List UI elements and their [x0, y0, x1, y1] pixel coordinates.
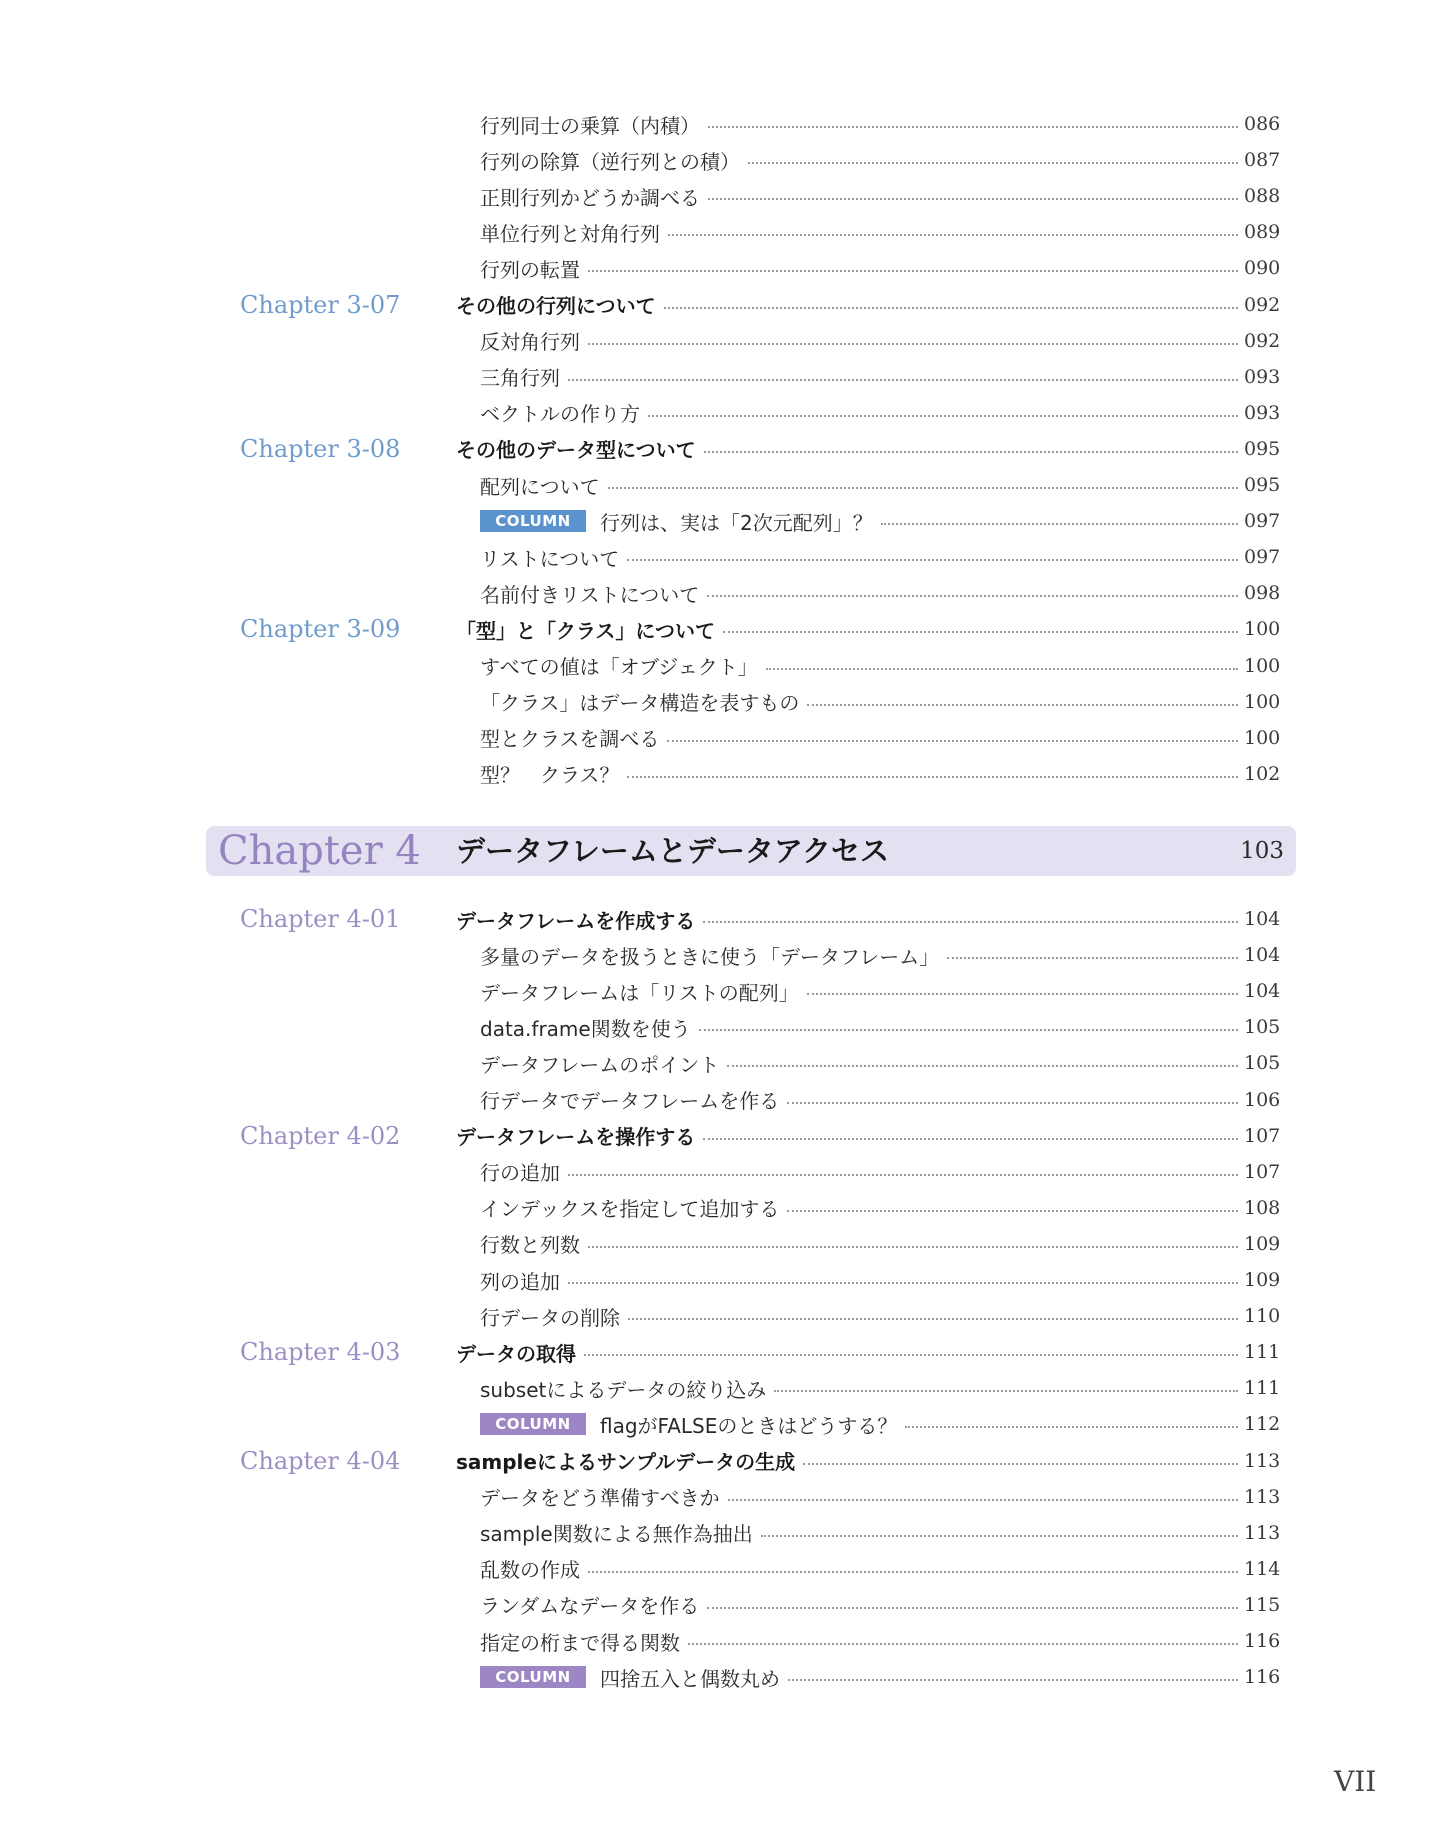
dot-leader [788, 1679, 1238, 1681]
entry-title: 正則行列かどうか調べる [480, 185, 700, 210]
subsection-entry[interactable] [480, 178, 1281, 214]
page-number: 116 [1244, 1666, 1281, 1689]
subsection-entry[interactable] [480, 575, 1281, 611]
page-number: 100 [1244, 726, 1281, 749]
toc-row[interactable] [0, 214, 1433, 250]
section-heading-entry[interactable] [456, 1334, 1281, 1370]
page-number: 107 [1244, 1160, 1281, 1183]
page-number: 088 [1244, 185, 1281, 208]
entry-title: 反対角行列 [480, 330, 580, 355]
entry-title: 「型」と「クラス」について [456, 618, 715, 643]
entry-title: データをどう準備すべきか [480, 1486, 720, 1511]
dot-leader [667, 740, 1238, 742]
toc-row[interactable] [0, 1659, 1433, 1695]
section-heading-entry[interactable] [456, 1443, 1281, 1479]
toc-row[interactable] [0, 720, 1433, 756]
entry-title: 四捨五入と偶数丸め [600, 1666, 780, 1691]
dot-leader [648, 415, 1238, 417]
dot-leader [699, 1029, 1238, 1031]
toc-row[interactable] [0, 1226, 1433, 1262]
subsection-entry[interactable] [480, 973, 1281, 1009]
subsection-entry[interactable] [480, 539, 1281, 575]
toc-row[interactable] [0, 1334, 1433, 1370]
page-number: 087 [1244, 149, 1281, 172]
entry-title: data.frame関数を使う [480, 1016, 691, 1041]
dot-leader [787, 1210, 1238, 1212]
toc-row[interactable] [0, 431, 1433, 467]
page-number: 104 [1244, 980, 1281, 1003]
dot-leader [881, 523, 1238, 525]
entry-title: 行列の転置 [480, 257, 580, 282]
dot-leader [774, 1390, 1238, 1392]
dot-leader [707, 595, 1238, 597]
page-number: 097 [1244, 510, 1281, 533]
dot-leader [568, 1174, 1238, 1176]
dot-leader [703, 921, 1238, 923]
page-number: 107 [1244, 1124, 1281, 1147]
dot-leader [704, 451, 1238, 453]
toc-row[interactable] [0, 611, 1433, 647]
toc-row[interactable] [0, 142, 1433, 178]
entry-title: 配列について [480, 474, 600, 499]
page-number: 108 [1244, 1196, 1281, 1219]
page-number: 105 [1244, 1016, 1281, 1039]
page-number: 086 [1244, 113, 1281, 135]
chapter-page-number: 103 [1240, 838, 1284, 864]
page-number: 090 [1244, 257, 1281, 280]
dot-leader [568, 1282, 1238, 1284]
dot-leader [723, 631, 1238, 633]
subsection-entry[interactable] [480, 1226, 1281, 1262]
toc-row[interactable] [0, 1190, 1433, 1226]
page-number: 093 [1244, 401, 1281, 424]
entry-title: データフレームを操作する [456, 1125, 696, 1150]
subsection-entry[interactable] [480, 1623, 1281, 1659]
subsection-entry[interactable] [480, 1190, 1281, 1226]
page-number: 113 [1244, 1485, 1281, 1508]
subsection-entry[interactable] [480, 1045, 1281, 1081]
entry-title: データフレームは「リストの配列」 [480, 980, 799, 1005]
subsection-entry[interactable] [480, 937, 1281, 973]
subsection-entry[interactable] [480, 323, 1281, 359]
page-number: 105 [1244, 1052, 1281, 1075]
dot-leader [627, 776, 1238, 778]
dot-leader [627, 559, 1238, 561]
entry-title: flagがFALSEのときはどうする？ [600, 1413, 898, 1438]
toc-row[interactable] [0, 901, 1433, 937]
subsection-entry[interactable] [480, 395, 1281, 431]
toc-row[interactable] [0, 323, 1433, 359]
entry-title: 列の追加 [480, 1269, 560, 1294]
page-number: 110 [1244, 1305, 1281, 1328]
entry-title: 型とクラスを調べる [480, 727, 660, 752]
page-number: 089 [1244, 221, 1281, 244]
toc-row[interactable] [0, 1515, 1433, 1551]
page-number: 097 [1244, 546, 1281, 569]
entry-title: 行列同士の乗算（内積） [480, 113, 700, 138]
toc-row[interactable] [0, 539, 1433, 575]
column-entry[interactable] [480, 503, 1281, 539]
dot-leader [588, 1571, 1238, 1573]
entry-title: その他の行列について [456, 294, 656, 318]
toc-row[interactable] [0, 106, 1433, 142]
entry-title: 行データでデータフレームを作る [480, 1089, 780, 1113]
subsection-entry[interactable] [480, 1262, 1281, 1298]
toc-row[interactable] [0, 973, 1433, 1009]
dot-leader [708, 126, 1238, 128]
section-heading-entry[interactable] [456, 1118, 1281, 1154]
toc-row[interactable] [0, 1009, 1433, 1045]
dot-leader [807, 993, 1238, 995]
toc-row[interactable] [0, 1443, 1433, 1479]
toc-row[interactable] [0, 359, 1433, 395]
subsection-entry[interactable] [480, 720, 1281, 756]
dot-leader [588, 1246, 1238, 1248]
entry-title: ランダムなデータを作る [480, 1594, 700, 1619]
section-number: Chapter 4-02 [240, 1121, 401, 1150]
page-number: 114 [1244, 1557, 1281, 1580]
entry-title: インデックスを指定して追加する [480, 1197, 780, 1222]
entry-title: 多量のデータを扱うときに使う「データフレーム」 [480, 944, 940, 969]
entry-title: 単位行列と対角行列 [480, 221, 660, 246]
dot-leader [664, 307, 1238, 309]
subsection-entry[interactable] [480, 1479, 1281, 1515]
section-number: Chapter 4-04 [240, 1446, 401, 1475]
chapter-label: Chapter 4 [218, 828, 421, 874]
page-number: 113 [1244, 1449, 1281, 1472]
subsection-entry[interactable] [480, 1009, 1281, 1045]
page-number: 100 [1244, 654, 1281, 677]
subsection-entry[interactable] [480, 648, 1281, 684]
toc-row[interactable] [0, 1551, 1433, 1587]
entry-title: sampleによるサンプルデータの生成 [456, 1450, 796, 1474]
entry-title: ベクトルの作り方 [480, 402, 640, 427]
page-number: 100 [1244, 618, 1281, 641]
dot-leader [728, 1499, 1238, 1501]
section-heading-entry[interactable] [456, 901, 1281, 937]
subsection-entry[interactable] [480, 1298, 1281, 1334]
dot-leader [668, 234, 1238, 236]
dot-leader [608, 487, 1238, 489]
chapter-4-banner[interactable] [206, 826, 1296, 876]
page-number: 106 [1244, 1088, 1281, 1111]
dot-leader [766, 668, 1238, 670]
page-number: 100 [1244, 690, 1281, 713]
dot-leader [787, 1102, 1238, 1104]
section-number: Chapter 4-03 [240, 1338, 401, 1367]
column-badge: COLUMN [480, 1413, 586, 1435]
toc-row[interactable] [0, 395, 1433, 431]
toc-row[interactable] [0, 1298, 1433, 1334]
entry-title: 指定の桁まで得る関数 [480, 1630, 680, 1655]
page-number: 104 [1244, 908, 1281, 930]
dot-leader [707, 1607, 1238, 1609]
toc-row[interactable] [0, 937, 1433, 973]
page-number: 095 [1244, 437, 1281, 460]
page-number: 112 [1244, 1413, 1281, 1436]
page-number: 111 [1244, 1341, 1281, 1364]
dot-leader [905, 1426, 1238, 1428]
entry-title: 名前付きリストについて [480, 582, 700, 607]
column-badge: COLUMN [480, 1666, 586, 1688]
entry-title: リストについて [480, 546, 620, 571]
dot-leader [748, 162, 1238, 164]
entry-title: データの取得 [456, 1341, 576, 1366]
entry-title: 行の追加 [480, 1161, 560, 1186]
subsection-entry[interactable] [480, 756, 1281, 792]
section-number: Chapter 3-07 [240, 290, 401, 319]
page-number: 113 [1244, 1521, 1281, 1544]
toc-row[interactable] [0, 1587, 1433, 1623]
dot-leader [727, 1065, 1238, 1067]
section-number: Chapter 4-01 [240, 905, 401, 933]
subsection-entry[interactable] [480, 1370, 1281, 1406]
toc-row[interactable] [0, 178, 1433, 214]
page-number: 093 [1244, 365, 1281, 388]
dot-leader [688, 1643, 1238, 1645]
entry-title: データフレームを作成する [456, 908, 696, 933]
toc-row[interactable] [0, 1082, 1433, 1118]
toc-row[interactable] [0, 467, 1433, 503]
dot-leader [628, 1318, 1238, 1320]
page-number: 092 [1244, 329, 1281, 352]
page-number: 092 [1244, 293, 1281, 316]
subsection-entry[interactable] [480, 214, 1281, 250]
column-entry[interactable] [480, 1659, 1281, 1695]
toc-row[interactable] [0, 684, 1433, 720]
entry-title: 三角行列 [480, 366, 560, 391]
subsection-entry[interactable] [480, 1082, 1281, 1118]
entry-title: 型？ クラス？ [480, 763, 620, 788]
page-folio: VII [1334, 1765, 1377, 1798]
toc-row[interactable] [0, 250, 1433, 286]
dot-leader [807, 704, 1238, 706]
dot-leader [708, 198, 1238, 200]
entry-title: その他のデータ型について [456, 438, 696, 463]
page-number: 116 [1244, 1630, 1281, 1652]
toc-row[interactable] [0, 1154, 1433, 1190]
dot-leader [703, 1138, 1238, 1140]
subsection-entry[interactable] [480, 106, 1281, 142]
entry-title: すべての値は「オブジェクト」 [480, 655, 758, 679]
chapter-title: データフレームとデータアクセス [456, 834, 889, 868]
subsection-entry[interactable] [480, 250, 1281, 286]
dot-leader [568, 379, 1238, 381]
dot-leader [584, 1354, 1238, 1356]
section-number: Chapter 3-08 [240, 434, 401, 463]
toc-row[interactable] [0, 756, 1433, 792]
dot-leader [761, 1535, 1238, 1537]
page-number: 109 [1244, 1232, 1281, 1255]
page-number: 095 [1244, 474, 1281, 496]
toc-row[interactable] [0, 1262, 1433, 1298]
section-number: Chapter 3-09 [240, 615, 401, 644]
dot-leader [947, 957, 1238, 959]
entry-title: 行数と列数 [480, 1233, 580, 1258]
toc-row[interactable] [0, 1623, 1433, 1659]
section-heading-entry[interactable] [456, 431, 1281, 467]
toc-row[interactable] [0, 1118, 1433, 1154]
section-heading-entry[interactable] [456, 287, 1281, 323]
page-number: 102 [1244, 762, 1281, 785]
subsection-entry[interactable] [480, 1587, 1281, 1623]
subsection-entry[interactable] [480, 1551, 1281, 1587]
subsection-entry[interactable] [480, 142, 1281, 178]
subsection-entry[interactable] [480, 359, 1281, 395]
page-number: 098 [1244, 582, 1281, 605]
toc-row[interactable] [0, 1479, 1433, 1515]
dot-leader [803, 1463, 1238, 1465]
subsection-entry[interactable] [480, 1154, 1281, 1190]
entry-title: 行列の除算（逆行列との積） [480, 149, 740, 174]
toc-row[interactable] [0, 1370, 1433, 1406]
column-entry[interactable] [480, 1406, 1281, 1442]
subsection-entry[interactable] [480, 684, 1281, 720]
section-heading-entry[interactable] [456, 611, 1281, 647]
entry-title: 行データの削除 [480, 1305, 620, 1330]
toc-row[interactable] [0, 1406, 1433, 1442]
toc-row[interactable] [0, 648, 1433, 684]
page-number: 109 [1244, 1269, 1281, 1291]
page-number: 104 [1244, 944, 1281, 967]
toc-row[interactable] [0, 503, 1433, 539]
page-number: 111 [1244, 1377, 1281, 1400]
entry-title: subsetによるデータの絞り込み [480, 1377, 767, 1402]
entry-title: 行列は、実は「2次元配列」？ [600, 510, 873, 535]
subsection-entry[interactable] [480, 467, 1281, 503]
entry-title: 「クラス」はデータ構造を表すもの [480, 691, 800, 716]
column-badge: COLUMN [480, 510, 586, 532]
toc-row[interactable] [0, 287, 1433, 323]
entry-title: データフレームのポイント [480, 1052, 720, 1077]
page-number: 115 [1244, 1593, 1281, 1616]
entry-title: sample関数による無作為抽出 [480, 1522, 753, 1547]
entry-title: 乱数の作成 [480, 1558, 580, 1583]
dot-leader [588, 270, 1238, 272]
subsection-entry[interactable] [480, 1515, 1281, 1551]
toc-row[interactable] [0, 1045, 1433, 1081]
dot-leader [588, 343, 1238, 345]
toc-row[interactable] [0, 575, 1433, 611]
